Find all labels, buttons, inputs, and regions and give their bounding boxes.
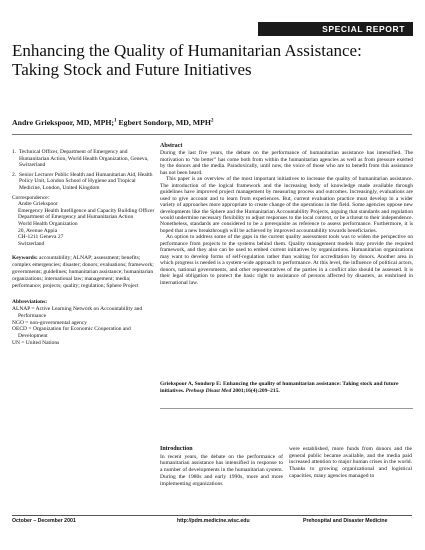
correspondence-line: Emergency Health Intelligence and Capacity Building Officer — [18, 207, 155, 214]
author-1-sup: 1 — [114, 118, 117, 124]
abstract-paragraph: An option to address some of the gaps in the current quality assessment tools was to widen the perspective on performance from projects to the systems behind them. Quality management models may provide the required framework, and they also can be used to embed current initiatives by organizations. Humanitarian organizations may want to develop forms of self-regulation rather than waiting for accreditation by donors. Another area in which progress is needed is a system-wide approach to performance. At this level, the influence of political actors, donors, national governments, and other representatives of the parties in a conflict also should be assessed. It is their legal obligation to protect the basic right to assistance of persons affected by disasters, as enshrined in international law. — [160, 234, 413, 286]
citation-journal: Prehosp Disast Med — [185, 387, 232, 394]
article-title: Enhancing the Quality of Humanitarian Assistance: Taking Stock and Future Initiatives — [12, 41, 362, 79]
abbreviation-item: UN = United Nations — [12, 340, 60, 347]
affiliation-2 — [12, 172, 158, 192]
footer-journal: Prehospital and Disaster Medicine — [303, 518, 388, 524]
affiliation-1 — [12, 149, 158, 169]
abbreviation-item: NGO = non-governmental agency — [12, 319, 88, 326]
author-2-sup: 2 — [210, 118, 214, 124]
body-column-2 — [289, 446, 412, 487]
keywords-text: accountability; ALNAP; assessment; benefits; complex emergencies; disaster; donors; evaluations; framework; governments; guidelines; humanitarian assistance; humanitarian organizations; international law; management; media; performance; projects; quality; regulation; Sphere Project — [12, 255, 154, 289]
abstract-paragraph: During the last five years, the debate on the performance of humanitarian assistance has intensified. The motivation to “do better” has come both from within the humanitarian agencies as well as from pressure exerted by the donors and the media. Paradoxically, until now, the voice of those who are to benefit from this assistance has not been heard. — [160, 150, 413, 176]
correspondence-block — [12, 195, 158, 248]
footer-url: http://pdm.medicine.wisc.edu — [177, 518, 250, 524]
footer-date: October – December 2001 — [12, 518, 76, 524]
abbreviation-item: ALNAP = Active Learning Network on Accountability and Performance — [12, 306, 143, 319]
keywords-block — [12, 255, 158, 289]
correspondence-line: CH-1211 Geneva 27 — [18, 234, 64, 241]
body-columns — [160, 446, 413, 487]
correspondence-line: Switzerland — [18, 240, 45, 247]
correspondence-line: World Health Organization — [18, 220, 78, 227]
abstract-heading: Abstract — [160, 143, 183, 149]
author-2: Egbert Sondorp, MD, MPH — [116, 118, 211, 127]
left-sidebar — [12, 149, 158, 347]
author-1: Andre Griekspoor, MD, MPH; — [12, 118, 115, 127]
correspondence-line: Andre Griekspoor — [18, 201, 58, 208]
abbreviations-label: Abbreviations: — [12, 299, 48, 306]
abbreviations-block — [12, 299, 158, 347]
abstract-paragraph: This paper is an overview of the most important initiatives to increase the quality of humanitarian assistance. The introduction of the logical framework and the increasing body of knowledge made available through guidelines have improved project management by measuring process and outcomes. Increasingly, evaluations are used to give account and to learn from experiences. But, current evaluation practice must develop in a wider variety of approaches more appropriate to create change of the operations in the field. Some agencies oppose new developments like the Sphere and the Humanitarian Accountability Projects, arguing that standards and regulation would undermine necessary flexibility to adjust responses to the local context, or be a threat to their independence. Nonetheless, standards are considered to be a prerequisite as reference to assess performance. Furthermore, it is hoped that a new breakthrough will be achieved by improved accountability towards beneficiaries. — [160, 176, 413, 234]
affiliation-number: 1. — [12, 149, 17, 155]
citation-ref: 2001;16(4):209–215. — [231, 387, 280, 394]
citation-text: Griekspoor A, Sondorp E: Enhancing the quality of humanitarian assistance: Taking stock and future initiatives. — [160, 381, 399, 394]
special-report-banner: SPECIAL REPORT — [258, 22, 413, 36]
affiliation-text: Technical Officer, Department of Emergency and Humanitarian Action, World Health Organization, Geneva, Switzerland — [19, 149, 149, 169]
abbreviation-item: OECD = Organization for Economic Cooperation and Development — [12, 326, 131, 340]
citation-divider — [160, 408, 413, 409]
author-line — [12, 118, 412, 127]
title-divider — [12, 134, 412, 135]
body-column-1 — [160, 446, 283, 487]
introduction-heading: Introduction — [160, 446, 193, 452]
affiliation-number: 2. — [12, 171, 17, 178]
keywords-label: Keywords: — [12, 255, 38, 262]
citation — [160, 381, 413, 394]
correspondence-line: Department of Emergency and Humanitarian Action — [18, 214, 134, 221]
footer-divider — [12, 515, 412, 516]
affiliation-text: Senior Lecturer Public Health and Humanitarian Aid, Health Policy Unit, London School of Hygiene and Tropical Medicine, London, United Kingdom — [19, 171, 153, 191]
introduction-text: In recent years, the debate on the performance of humanitarian assistance has intensified in response to a number of developments in the humanitarian system. During the 1980s and early 1990s, more and more implementing organizations — [160, 453, 283, 487]
abstract-section — [160, 143, 413, 286]
introduction-text-continued: were established, more funds from donors and the general public became available, and the media paid increased attention to major human crises in the world. Thanks to growing organizational and logistical capacities, many agencies managed to — [289, 446, 412, 479]
correspondence-line: 20, Avenue Appia — [18, 227, 58, 234]
correspondence-line: Correspondence: — [12, 194, 50, 201]
